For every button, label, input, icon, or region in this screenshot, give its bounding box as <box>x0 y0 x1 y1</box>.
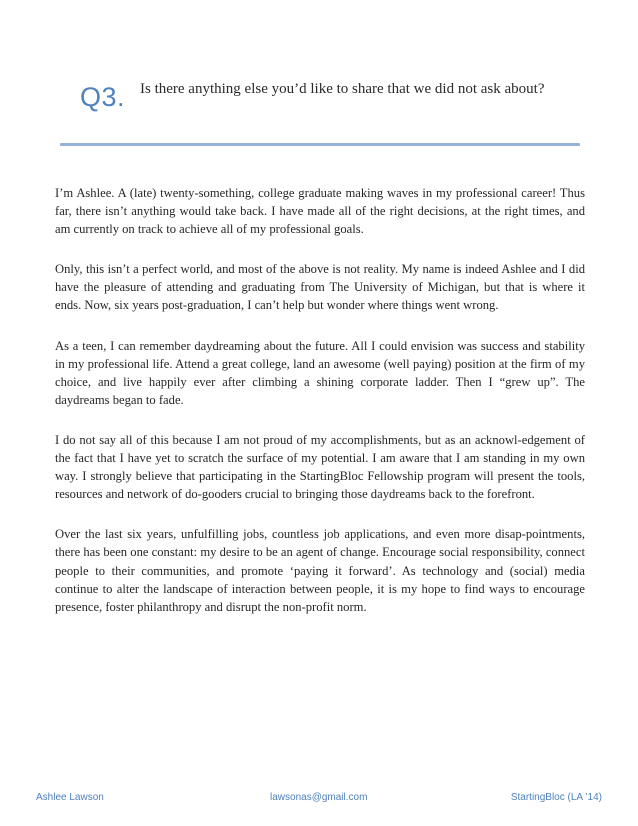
paragraph-1: I’m Ashlee. A (late) twenty-something, college graduate making waves in my professional career! Thus far, there isn’t anything would take back. I have made all of the right decisions, at the right times, and am currently on track to achieve all of my professional goals. <box>55 186 585 237</box>
footer-email: lawsonas@gmail.com <box>270 792 368 803</box>
paragraph-3: As a teen, I can remember daydreaming about the future. All I could envision was success and stability in my professional life. Attend a great college, land an awesome (well paying) position at the firm of my choice, and live happily ever after climbing a shining corporate ladder. Then I “grew up”. The daydreams began to fade. <box>55 338 585 407</box>
footer-name: Ashlee Lawson <box>36 792 104 803</box>
answer-body <box>55 184 585 616</box>
paragraph-4: I do not say all of this because I am not proud of my accomplishments, but as an acknowl-edgement of the fact that I have yet to scratch the surface of my potential. I am aware that I am standing in my own way. I strongly believe that participating in the StartingBloc Fellowship program will present the tools, resources and network of do-gooders crucial to bringing those daydreams back to the forefront. <box>55 432 585 502</box>
question-text: Is there anything else you’d like to share that we did not ask about? <box>140 81 545 97</box>
question-number: Q3. <box>80 82 126 112</box>
section-divider <box>60 143 580 146</box>
paragraph-2: Only, this isn’t a perfect world, and most of the above is not reality. My name is indeed Ashlee and I did have the pleasure of attending and graduating from The University of Michigan, but that is where it ends. Now, six years post-graduation, I can’t help but wonder where things went wrong. <box>55 262 585 313</box>
footer-program: StartingBloc (LA ’14) <box>510 792 602 803</box>
page-footer <box>36 792 602 808</box>
paragraph-5: Over the last six years, unfulfilling jobs, countless job applications, and even more disap-pointments, there has been one constant: my desire to be an agent of change. Encourage social responsibility, connect people to their communities, and promote ‘paying it forward’. As technology and (social) media continue to alter the landscape of interaction between people, it is my hope to find ways to encourage presence, foster philanthropy and disrupt the non-profit norm. <box>55 527 585 614</box>
